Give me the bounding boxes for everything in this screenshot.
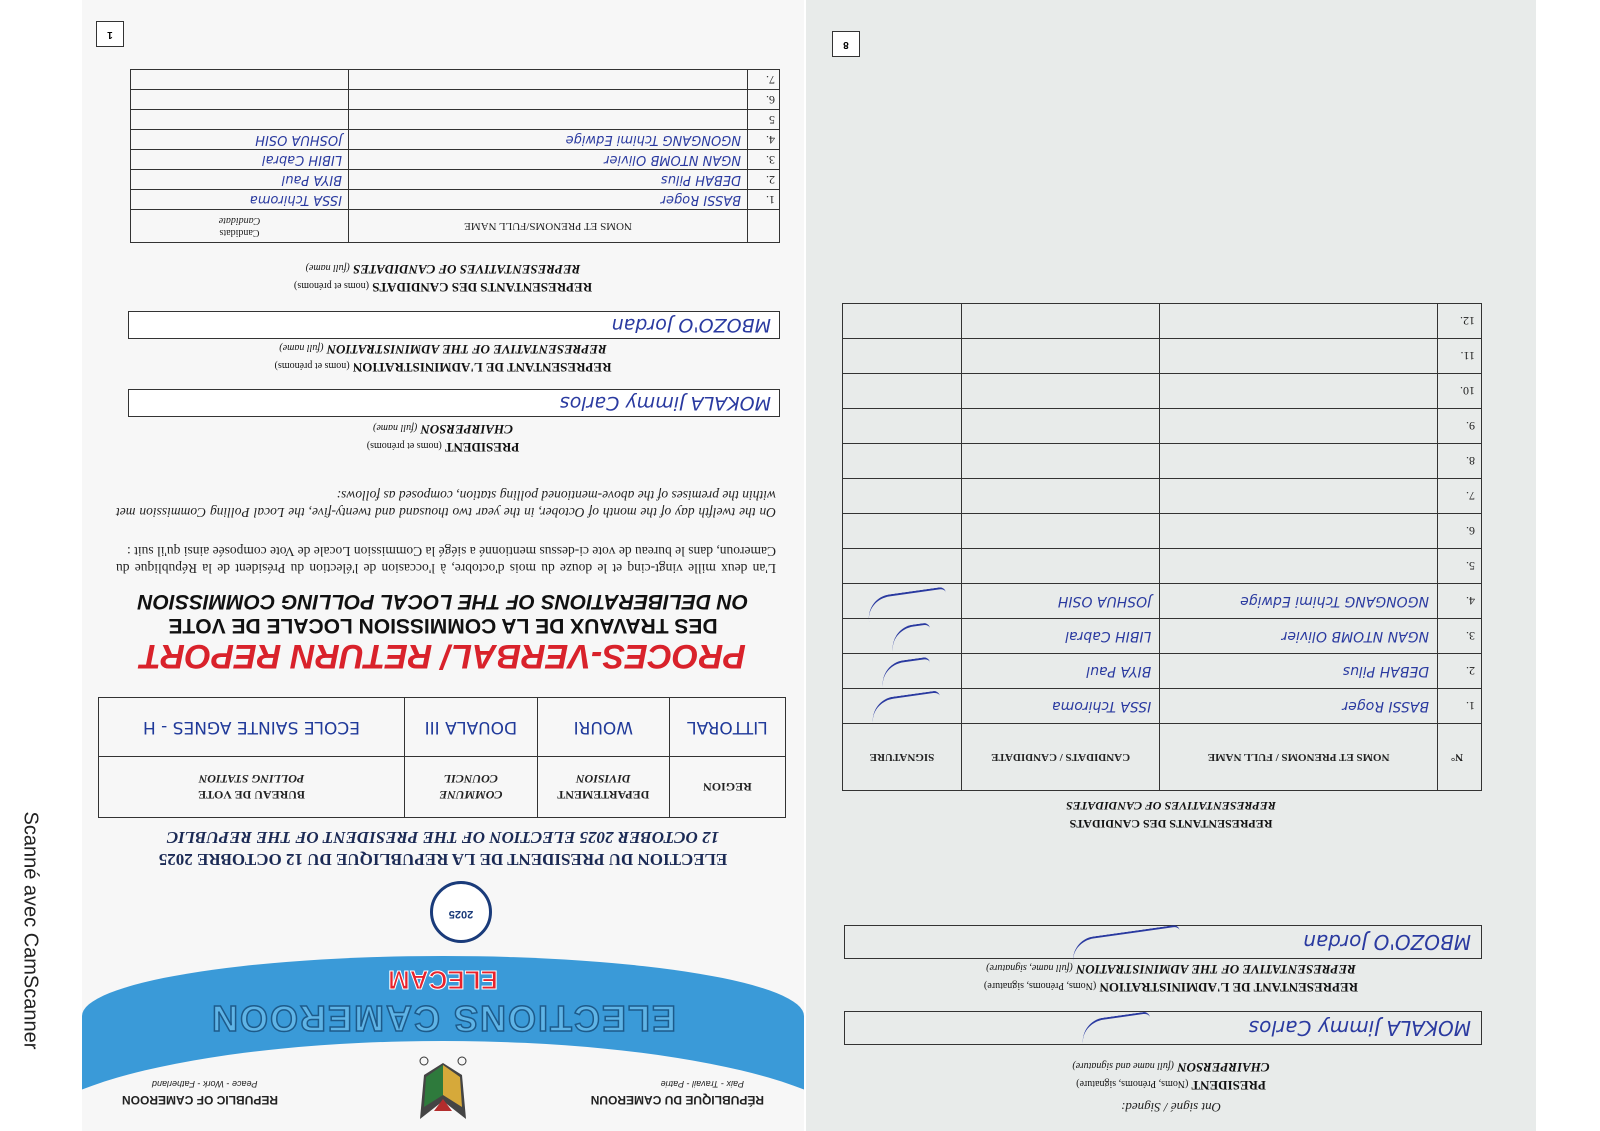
candidate-cell[interactable]: JOSHUA OSIH bbox=[962, 584, 1160, 619]
candidates-table-title-fr: REPRESENTANTS DES CANDIDATS bbox=[1069, 817, 1273, 831]
table-row: 8. bbox=[843, 444, 1482, 479]
table-row: 1. BASSI Roger ISSA Tchiroma bbox=[843, 689, 1482, 724]
president-label: PRESIDENT (noms et prénoms) bbox=[366, 440, 520, 455]
table-row: 1. BASSI Roger ISSA Tchiroma bbox=[131, 190, 780, 210]
signature-cell[interactable] bbox=[843, 584, 962, 619]
table-row: 9. bbox=[843, 409, 1482, 444]
elecam-emblem-icon bbox=[412, 1055, 474, 1125]
signature-mark-icon bbox=[870, 690, 943, 724]
candidate-reps-table bbox=[130, 69, 780, 243]
chairperson-label: CHAIRPERSON (full name and signature) bbox=[1072, 1060, 1270, 1075]
region-value: LITTORAL bbox=[669, 698, 785, 757]
rep-name-cell[interactable] bbox=[1160, 444, 1438, 479]
rep-name-cell[interactable] bbox=[1160, 304, 1438, 339]
admin-rep-label-en: REPRESENTATIVE OF THE ADMINISTRATION (full name, signature) bbox=[986, 962, 1356, 977]
candidate-cell[interactable] bbox=[962, 374, 1160, 409]
rep-name-cell[interactable]: NGONGANG Tchimi Edwige bbox=[1160, 584, 1438, 619]
candidate-cell[interactable]: JOSHUA OSIH bbox=[131, 130, 349, 150]
table-row: 2. DEBAH Pilus BIYA Paul bbox=[843, 654, 1482, 689]
candidate-cell[interactable] bbox=[962, 479, 1160, 514]
left-page bbox=[82, 0, 804, 1131]
rep-name-cell[interactable] bbox=[1160, 339, 1438, 374]
president-signature-field[interactable]: MOKALA Jimmy Carlos bbox=[844, 1011, 1482, 1045]
republic-en: REPUBLIC OF CAMEROON bbox=[122, 1093, 278, 1107]
table-row: 3. NGAN NTOMB Olivier LIBIH Cabral bbox=[843, 619, 1482, 654]
rep-name-cell[interactable] bbox=[1160, 409, 1438, 444]
rep-name-cell[interactable] bbox=[349, 70, 748, 90]
scanner-watermark-text: Scanné avec CamScanner bbox=[19, 811, 42, 1050]
header-division: DEPARTEMENT DIVISION bbox=[537, 757, 669, 818]
intro-paragraph-fr: L'an deux mille vingt-cinq et le douze du mois d'octobre, à l'occasion de l'élection du Président de la République du Cameroun, dans le bureau de vote ci-dessus mentionné a siégé la Commission Locale de Vote composée ainsi qu'il suit : bbox=[116, 544, 776, 576]
col-candidate: Candidats Candidate bbox=[131, 210, 349, 243]
signature-cell[interactable] bbox=[843, 619, 962, 654]
col-number: N° bbox=[1438, 724, 1482, 791]
candidate-cell[interactable]: LIBIH Cabral bbox=[131, 150, 349, 170]
signature-mark-icon bbox=[1070, 924, 1182, 963]
seal-year: 2025 bbox=[448, 908, 474, 920]
header-council: COMMUNE COUNCIL bbox=[405, 757, 538, 818]
signature-mark-icon bbox=[866, 587, 949, 622]
table-row: 2. DEBAH Pilus BIYA Paul bbox=[131, 170, 780, 190]
election-title-en: 12 OCTOBER 2025 ELECTION OF THE PRESIDENT OF THE REPUBLIC bbox=[166, 828, 720, 847]
table-row: 12. bbox=[843, 304, 1482, 339]
report-title: PROCES-VERBAL/ RETURN REPORT bbox=[140, 637, 746, 675]
rep-name-cell[interactable] bbox=[1160, 514, 1438, 549]
chairperson-label: CHAIRPERSON (full name) bbox=[373, 422, 513, 437]
table-row: 5. bbox=[843, 549, 1482, 584]
rep-name-cell[interactable] bbox=[1160, 549, 1438, 584]
election-seal-icon bbox=[430, 881, 492, 943]
signature-cell[interactable] bbox=[843, 689, 962, 724]
candidate-reps-label-en: REPRESENTATIVES OF CANDIDATES (full name) bbox=[305, 262, 581, 277]
candidate-cell[interactable]: BIYA Paul bbox=[131, 170, 349, 190]
rep-name-cell[interactable]: BASSI Roger bbox=[349, 190, 748, 210]
division-value: WOURI bbox=[537, 698, 669, 757]
candidate-cell[interactable]: ISSA Tchiroma bbox=[962, 689, 1160, 724]
signature-cell[interactable] bbox=[843, 654, 962, 689]
rep-name-cell[interactable]: BASSI Roger bbox=[1160, 689, 1438, 724]
candidate-signatures-table bbox=[842, 303, 1482, 791]
rep-name-cell[interactable] bbox=[349, 110, 748, 130]
signature-cell[interactable] bbox=[843, 304, 962, 339]
table-row: 7. bbox=[843, 479, 1482, 514]
candidate-reps-label-fr: REPRESENTANTS DES CANDIDATS (noms et prénoms) bbox=[293, 280, 593, 295]
report-subtitle-fr: DES TRAVAUX DE LA COMMISSION LOCALE DE VOTE bbox=[168, 614, 718, 637]
table-row: 4. NGONGANG Tchimi Edwige JOSHUA OSIH bbox=[131, 130, 780, 150]
table-row: 5 bbox=[131, 110, 780, 130]
page-number: 1 bbox=[96, 21, 124, 47]
table-row: 3. NGAN NTOMB Olivier LIBIH Cabral bbox=[131, 150, 780, 170]
table-row: 11. bbox=[843, 339, 1482, 374]
election-title-fr: ELECTION DU PRESIDENT DE LA REPUBLIQUE DU 12 OCTOBRE 2025 bbox=[158, 850, 728, 869]
admin-rep-label-en: REPRESENTATIVE OF THE ADMINISTRATION (full name) bbox=[279, 342, 607, 357]
header-polling-station: BUREAU DE VOTE POLLING STATION bbox=[99, 757, 405, 818]
signature-cell[interactable] bbox=[843, 444, 962, 479]
rep-name-cell[interactable]: DEBAH Pilus bbox=[1160, 654, 1438, 689]
polling-station-value: ECOLE SAINTE AGNES - H bbox=[99, 698, 405, 757]
col-candidate: CANDIDATS / CANDIDATE bbox=[962, 724, 1160, 791]
admin-rep-label-fr: REPRESENTANT DE L'ADMINISTRATION (noms et prénoms) bbox=[274, 360, 612, 375]
candidate-cell[interactable]: BIYA Paul bbox=[962, 654, 1160, 689]
president-name-field[interactable]: MOKALA Jimmy Carlos bbox=[128, 389, 780, 417]
intro-paragraph-en: On the twelfth day of the month of October, in the year two thousand and twenty-five, the Local Polling Commission met within the premises of the above-mentioned polling station, composed as follows: bbox=[116, 488, 776, 520]
col-full-name: NOMS ET PRENOMS/FULL NAME bbox=[349, 210, 748, 243]
motto-fr: Paix - Travail - Patrie bbox=[660, 1079, 744, 1089]
signature-cell[interactable] bbox=[843, 514, 962, 549]
candidate-cell[interactable] bbox=[962, 304, 1160, 339]
signature-cell[interactable] bbox=[843, 339, 962, 374]
candidate-cell[interactable] bbox=[962, 514, 1160, 549]
candidate-cell[interactable] bbox=[962, 549, 1160, 584]
agency-acronym: ELECAM bbox=[388, 965, 498, 995]
rep-name-cell[interactable] bbox=[1160, 374, 1438, 409]
admin-rep-signature-field[interactable]: MBOZO'O Jordan bbox=[844, 925, 1482, 959]
signature-cell[interactable] bbox=[843, 409, 962, 444]
rep-name-cell[interactable] bbox=[1160, 479, 1438, 514]
rep-name-cell[interactable]: NGAN NTOMB Olivier bbox=[1160, 619, 1438, 654]
signature-cell[interactable] bbox=[843, 374, 962, 409]
rep-name-cell[interactable]: DEBAH Pilus bbox=[349, 170, 748, 190]
motto-en: Peace - Work - Fatherland bbox=[152, 1079, 258, 1089]
rep-name-cell[interactable] bbox=[349, 90, 748, 110]
candidate-cell[interactable] bbox=[962, 444, 1160, 479]
table-row: 10. bbox=[843, 374, 1482, 409]
location-table bbox=[98, 697, 786, 818]
rep-name-cell[interactable]: NGONGANG Tchimi Edwige bbox=[349, 130, 748, 150]
candidate-cell[interactable] bbox=[962, 339, 1160, 374]
rep-name-cell[interactable]: NGAN NTOMB Olivier bbox=[349, 150, 748, 170]
admin-rep-name-field[interactable]: MBOZO'O Jordan bbox=[128, 311, 780, 339]
signature-mark-icon bbox=[1080, 1011, 1153, 1045]
candidate-cell[interactable]: ISSA Tchiroma bbox=[131, 190, 349, 210]
table-row: 6. bbox=[131, 90, 780, 110]
signature-mark-icon bbox=[880, 657, 933, 688]
col-full-name: NOMS ET PRENOMS / FULL NAME bbox=[1160, 724, 1438, 791]
scanner-watermark bbox=[8, 811, 48, 1100]
candidate-cell[interactable] bbox=[131, 70, 349, 90]
admin-rep-label-fr: REPRESENTANT DE L'ADMINISTRATION (Noms, Prénoms, signature) bbox=[983, 980, 1359, 995]
candidate-cell[interactable] bbox=[962, 409, 1160, 444]
right-page-rotated-content bbox=[806, 0, 1536, 1131]
signature-mark-icon bbox=[890, 622, 933, 651]
table-row: 6. bbox=[843, 514, 1482, 549]
right-page bbox=[806, 0, 1536, 1131]
page-number: 8 bbox=[832, 31, 860, 57]
candidate-cell[interactable] bbox=[131, 90, 349, 110]
left-page-rotated-content bbox=[82, 0, 804, 1131]
council-value: DOUALA III bbox=[405, 698, 538, 757]
signed-label: Ont signé / Signed: bbox=[1121, 1100, 1222, 1115]
president-label: PRESIDENT (Noms, Prénoms, signature) bbox=[1076, 1078, 1266, 1093]
signature-cell[interactable] bbox=[843, 479, 962, 514]
elecam-banner bbox=[82, 956, 804, 1131]
table-row: 7. bbox=[131, 70, 780, 90]
candidate-cell[interactable] bbox=[131, 110, 349, 130]
table-row: 4. NGONGANG Tchimi Edwige JOSHUA OSIH bbox=[843, 584, 1482, 619]
agency-name: ELECTIONS CAMEROON bbox=[210, 998, 677, 1039]
candidates-table-title-en: REPRESENTATIVES OF CANDIDATES bbox=[1066, 799, 1276, 813]
report-subtitle-en: ON DELIBERATIONS OF THE LOCAL POLLING COMMISSION bbox=[137, 590, 749, 613]
header-region: REGION bbox=[669, 757, 785, 818]
candidate-cell[interactable]: LIBIH Cabral bbox=[962, 619, 1160, 654]
signature-cell[interactable] bbox=[843, 549, 962, 584]
col-signature: SIGNATURE bbox=[843, 724, 962, 791]
republic-fr: RÉPUBLIQUE DU CAMEROUN bbox=[590, 1093, 764, 1107]
